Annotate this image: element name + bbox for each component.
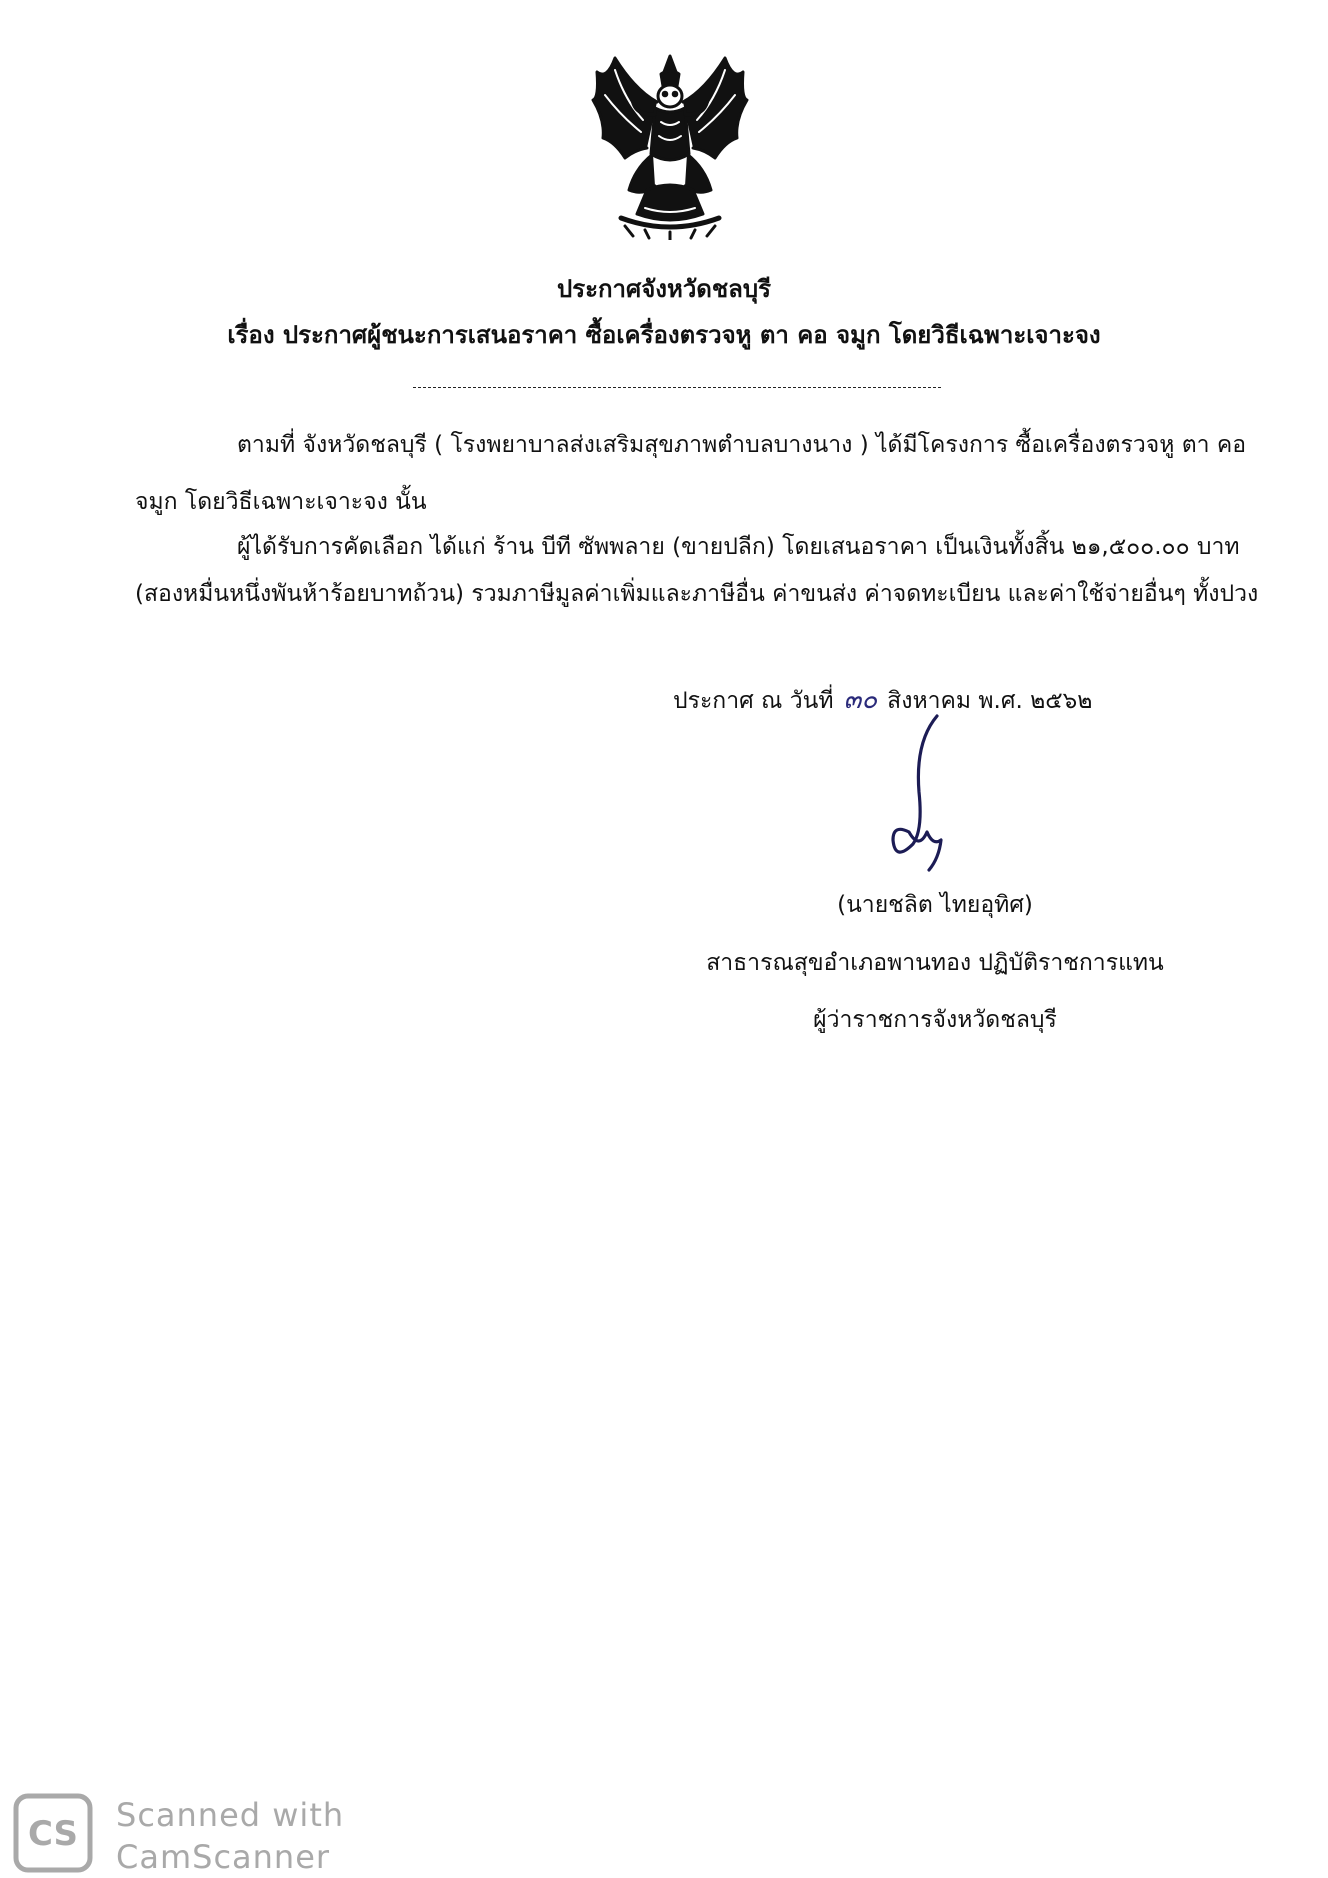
camscanner-logo-icon xyxy=(13,1793,93,1873)
paragraph-2-line-2: (สองหมื่นหนึ่งพันห้าร้อยบาทถ้วน) รวมภาษีมูลค่าเพิ่มและภาษีอื่น ค่าขนส่ง ค่าจดทะเบียน และค่าใช้จ่ายอื่นๆ ทั้งปวง xyxy=(135,581,1259,607)
signatory-name: (นายชลิต ไทยอุทิศ) xyxy=(837,892,1033,918)
document-title: ประกาศจังหวัดชลบุรี xyxy=(556,275,772,303)
date-day-handwritten: ๓๐ xyxy=(843,685,878,715)
signatory-position: สาธารณสุขอำเภอพานทอง ปฏิบัติราชการแทน xyxy=(706,950,1164,976)
paragraph-2-line-1: ผู้ได้รับการคัดเลือก ได้แก่ ร้าน บีที ซัพพลาย (ขายปลีก) โดยเสนอราคา เป็นเงินทั้งสิ้น ๒๑,๕๐๐.๐๐ บาท xyxy=(237,534,1240,560)
date-prefix: ประกาศ ณ วันที่ xyxy=(673,688,834,714)
paragraph-1-line-2: จมูก โดยวิธีเฉพาะเจาะจง นั้น xyxy=(135,489,427,515)
header-divider xyxy=(413,387,941,388)
handwritten-signature xyxy=(875,712,975,882)
garuda-emblem-icon xyxy=(585,50,755,240)
watermark-line-1: Scanned with xyxy=(116,1796,345,1834)
watermark-line-2: CamScanner xyxy=(116,1838,331,1876)
camscanner-logo-text: CS xyxy=(27,1814,79,1854)
paragraph-1-line-1: ตามที่ จังหวัดชลบุรี ( โรงพยาบาลส่งเสริมสุขภาพตำบลบางนาง ) ได้มีโครงการ ซื้อเครื่องตรวจหู ตา คอ xyxy=(237,432,1247,458)
date-suffix: สิงหาคม พ.ศ. ๒๕๖๒ xyxy=(887,688,1093,714)
signatory-title: ผู้ว่าราชการจังหวัดชลบุรี xyxy=(813,1007,1057,1033)
document-subject: เรื่อง ประกาศผู้ชนะการเสนอราคา ซื้อเครื่องตรวจหู ตา คอ จมูก โดยวิธีเฉพาะเจาะจง xyxy=(227,321,1101,349)
